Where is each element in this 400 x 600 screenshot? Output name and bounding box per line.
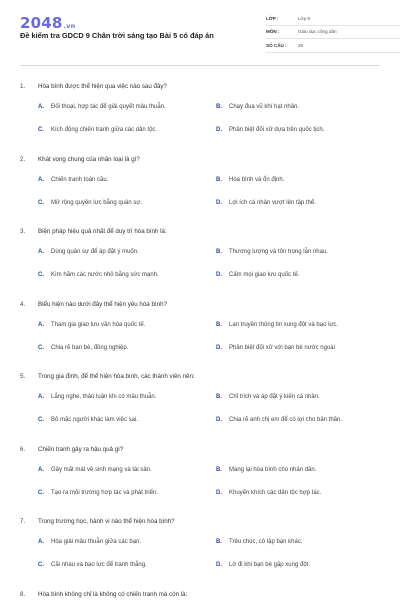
meta-row-subject — [266, 26, 400, 40]
meta-row-class — [266, 12, 400, 26]
option-label: D. — [216, 199, 222, 206]
option-text: Thương lượng và tôn trọng lẫn nhau. — [229, 249, 328, 255]
answer-option[interactable] — [216, 538, 303, 547]
option-text: Trêu chọc, cô lập bạn khác. — [229, 539, 303, 545]
option-label: B. — [216, 466, 222, 473]
option-text: Chỉ trích và áp đặt ý kiến cá nhân. — [229, 394, 320, 400]
question-item — [20, 586, 380, 600]
question-prompt: Chiến tranh gây ra hậu quả gì? — [38, 445, 124, 453]
option-text: Bỏ mặc người khác làm việc sai. — [51, 417, 138, 423]
answer-option[interactable] — [38, 466, 152, 475]
option-text: Chiến tranh toàn cầu. — [51, 176, 109, 183]
option-label: D. — [216, 489, 222, 496]
question-item — [20, 223, 380, 296]
question-number: 4. — [20, 300, 26, 308]
option-text: Tham gia giao lưu văn hóa quốc tế. — [51, 321, 146, 328]
option-text: Mở rộng quyền lực bằng quân sự. — [51, 199, 143, 206]
question-text — [20, 590, 187, 599]
logo-text: 2048 — [20, 14, 63, 32]
question-list — [20, 78, 380, 600]
answer-option[interactable] — [216, 466, 316, 475]
option-text: Dùng quân sự để áp đặt ý muốn. — [51, 249, 139, 255]
option-label: A. — [38, 321, 44, 328]
option-label: A. — [38, 176, 44, 183]
question-text — [20, 300, 167, 309]
answer-option[interactable] — [216, 248, 328, 257]
question-item — [20, 78, 380, 151]
answer-option[interactable] — [38, 393, 156, 402]
option-text: Lợi ích cá nhân vượt lên tập thể. — [229, 199, 316, 206]
question-item — [20, 441, 380, 514]
option-text: Cấm mọi giao lưu quốc tế. — [229, 272, 300, 278]
answer-option[interactable] — [216, 489, 321, 498]
option-text: Lắng nghe, thảo luận khi có mâu thuẫn. — [51, 394, 157, 400]
option-text: Hòa bình và ổn định. — [229, 176, 285, 183]
option-label: C. — [38, 417, 44, 423]
question-text — [20, 155, 140, 164]
meta-key: SỐ CÂU : — [266, 42, 287, 48]
answer-option[interactable] — [38, 489, 158, 498]
question-text — [20, 445, 123, 454]
question-number: 3. — [20, 228, 26, 235]
option-label: A. — [38, 104, 44, 110]
option-label: B. — [216, 539, 222, 545]
answer-option[interactable] — [38, 538, 141, 547]
option-label: A. — [38, 249, 44, 255]
worksheet-meta — [266, 12, 400, 53]
worksheet-header — [20, 0, 380, 66]
logo-suffix: .vn — [63, 22, 76, 30]
question-item — [20, 513, 380, 586]
question-prompt: Hòa bình không chỉ là không có chiến tranh mà còn là: — [38, 590, 188, 598]
option-text: Gây mất mát về sinh mạng và tài sản. — [51, 466, 152, 473]
meta-key: LỚP : — [266, 15, 279, 21]
question-prompt: Trong trường học, hành vi nào thể hiện hòa bình? — [38, 518, 175, 525]
option-label: C. — [38, 562, 44, 568]
option-text: Lan truyền thông tin xung đột và bạo lực. — [229, 321, 339, 328]
option-text: Khuyến khích các dân tộc hợp tác. — [229, 489, 322, 496]
option-text: Lờ đi khi bạn bè gặp xung đột. — [229, 562, 310, 568]
option-label: D. — [216, 344, 222, 351]
question-text — [20, 227, 167, 236]
answer-option[interactable] — [216, 271, 299, 280]
option-label: C. — [38, 272, 44, 278]
option-label: C. — [38, 127, 44, 133]
answer-option[interactable] — [38, 176, 108, 185]
answer-option[interactable] — [38, 199, 142, 208]
option-label: D. — [216, 417, 222, 423]
option-label: A. — [38, 394, 44, 400]
option-text: Đối thoại, hợp tác để giải quyết mâu thuẫn. — [51, 104, 166, 110]
option-label: B. — [216, 321, 222, 328]
question-prompt: Trong gia đình, để thể hiện hòa bình, các thành viên nên: — [38, 373, 195, 380]
option-label: A. — [38, 466, 44, 473]
option-text: Chạy đua vũ khí hạt nhân. — [229, 104, 300, 110]
option-text: Kích động chiến tranh giữa các dân tộc. — [51, 127, 158, 133]
option-label: C. — [38, 344, 44, 351]
question-prompt: Hòa bình được thể hiện qua việc nào sau đây? — [38, 83, 167, 90]
option-text: Phân biệt đối xử với bạn bè nước ngoài — [229, 344, 335, 351]
option-label: D. — [216, 562, 222, 568]
answer-option[interactable] — [216, 126, 324, 135]
answer-option[interactable] — [216, 103, 299, 112]
meta-row-count — [266, 39, 400, 53]
question-prompt: Biểu hiện nào dưới đây thể hiện yêu hòa bình? — [38, 300, 167, 308]
option-text: Phân biệt đối xử dựa trên quốc tịch. — [229, 127, 325, 133]
meta-value: Giáo dục công dân — [298, 29, 337, 35]
option-label: C. — [38, 199, 44, 206]
option-label: D. — [216, 272, 222, 278]
question-text — [20, 372, 195, 381]
answer-option[interactable] — [38, 561, 147, 570]
question-number: 6. — [20, 445, 26, 453]
option-label: B. — [216, 176, 222, 183]
option-label: D. — [216, 127, 222, 133]
question-prompt: Biện pháp hiệu quả nhất để duy trì hòa bình là: — [38, 228, 167, 235]
answer-option[interactable] — [38, 271, 159, 280]
answer-option[interactable] — [216, 561, 310, 570]
answer-option[interactable] — [38, 103, 166, 112]
option-label: B. — [216, 249, 222, 255]
answer-option[interactable] — [38, 248, 139, 257]
question-number: 5. — [20, 373, 26, 380]
option-text: Kìm hãm các nước nhỏ bằng sức mạnh. — [51, 272, 159, 278]
question-item — [20, 368, 380, 441]
answer-option[interactable] — [38, 321, 145, 330]
option-label: C. — [38, 489, 44, 496]
option-label: B. — [216, 394, 222, 400]
answer-option[interactable] — [38, 344, 128, 353]
answer-option[interactable] — [216, 344, 335, 353]
question-item — [20, 151, 380, 224]
question-item — [20, 296, 380, 369]
site-logo[interactable] — [20, 14, 76, 32]
option-text: Cãi nhau và bạo lực để tranh thắng. — [51, 562, 147, 568]
option-text: Hòa giải mâu thuẫn giữa các bạn. — [51, 539, 142, 545]
question-number: 1. — [20, 83, 26, 90]
option-text: Mang lại hòa bình cho nhân dân. — [229, 466, 317, 473]
answer-option[interactable] — [216, 393, 320, 402]
option-text: Chia rẽ anh chị em để có lợi cho bản thân. — [229, 417, 343, 423]
option-label: B. — [216, 104, 222, 110]
question-text — [20, 517, 175, 526]
option-text: Chia rẽ bạn bè, đồng nghiệp. — [51, 344, 129, 351]
question-number: 7. — [20, 518, 26, 525]
answer-option[interactable] — [216, 321, 338, 330]
worksheet-title: Đề kiểm tra GDCD 9 Chân trời sáng tạo Bài 5 có đáp án — [20, 31, 214, 40]
answer-option[interactable] — [216, 199, 316, 208]
answer-option[interactable] — [216, 416, 342, 425]
option-label: A. — [38, 539, 44, 545]
option-text: Tạo ra môi trường hợp tác và phát triển. — [51, 489, 158, 496]
meta-value: 28 — [298, 42, 304, 48]
meta-key: MÔN : — [266, 29, 280, 35]
answer-option[interactable] — [38, 416, 138, 425]
answer-option[interactable] — [38, 126, 157, 135]
question-prompt: Khát vọng chung của nhân loại là gì? — [38, 155, 140, 163]
question-number: 2. — [20, 155, 26, 163]
answer-option[interactable] — [216, 176, 284, 185]
question-number: 8. — [20, 590, 26, 598]
meta-value: Lớp 9 — [298, 15, 310, 21]
question-text — [20, 82, 167, 91]
